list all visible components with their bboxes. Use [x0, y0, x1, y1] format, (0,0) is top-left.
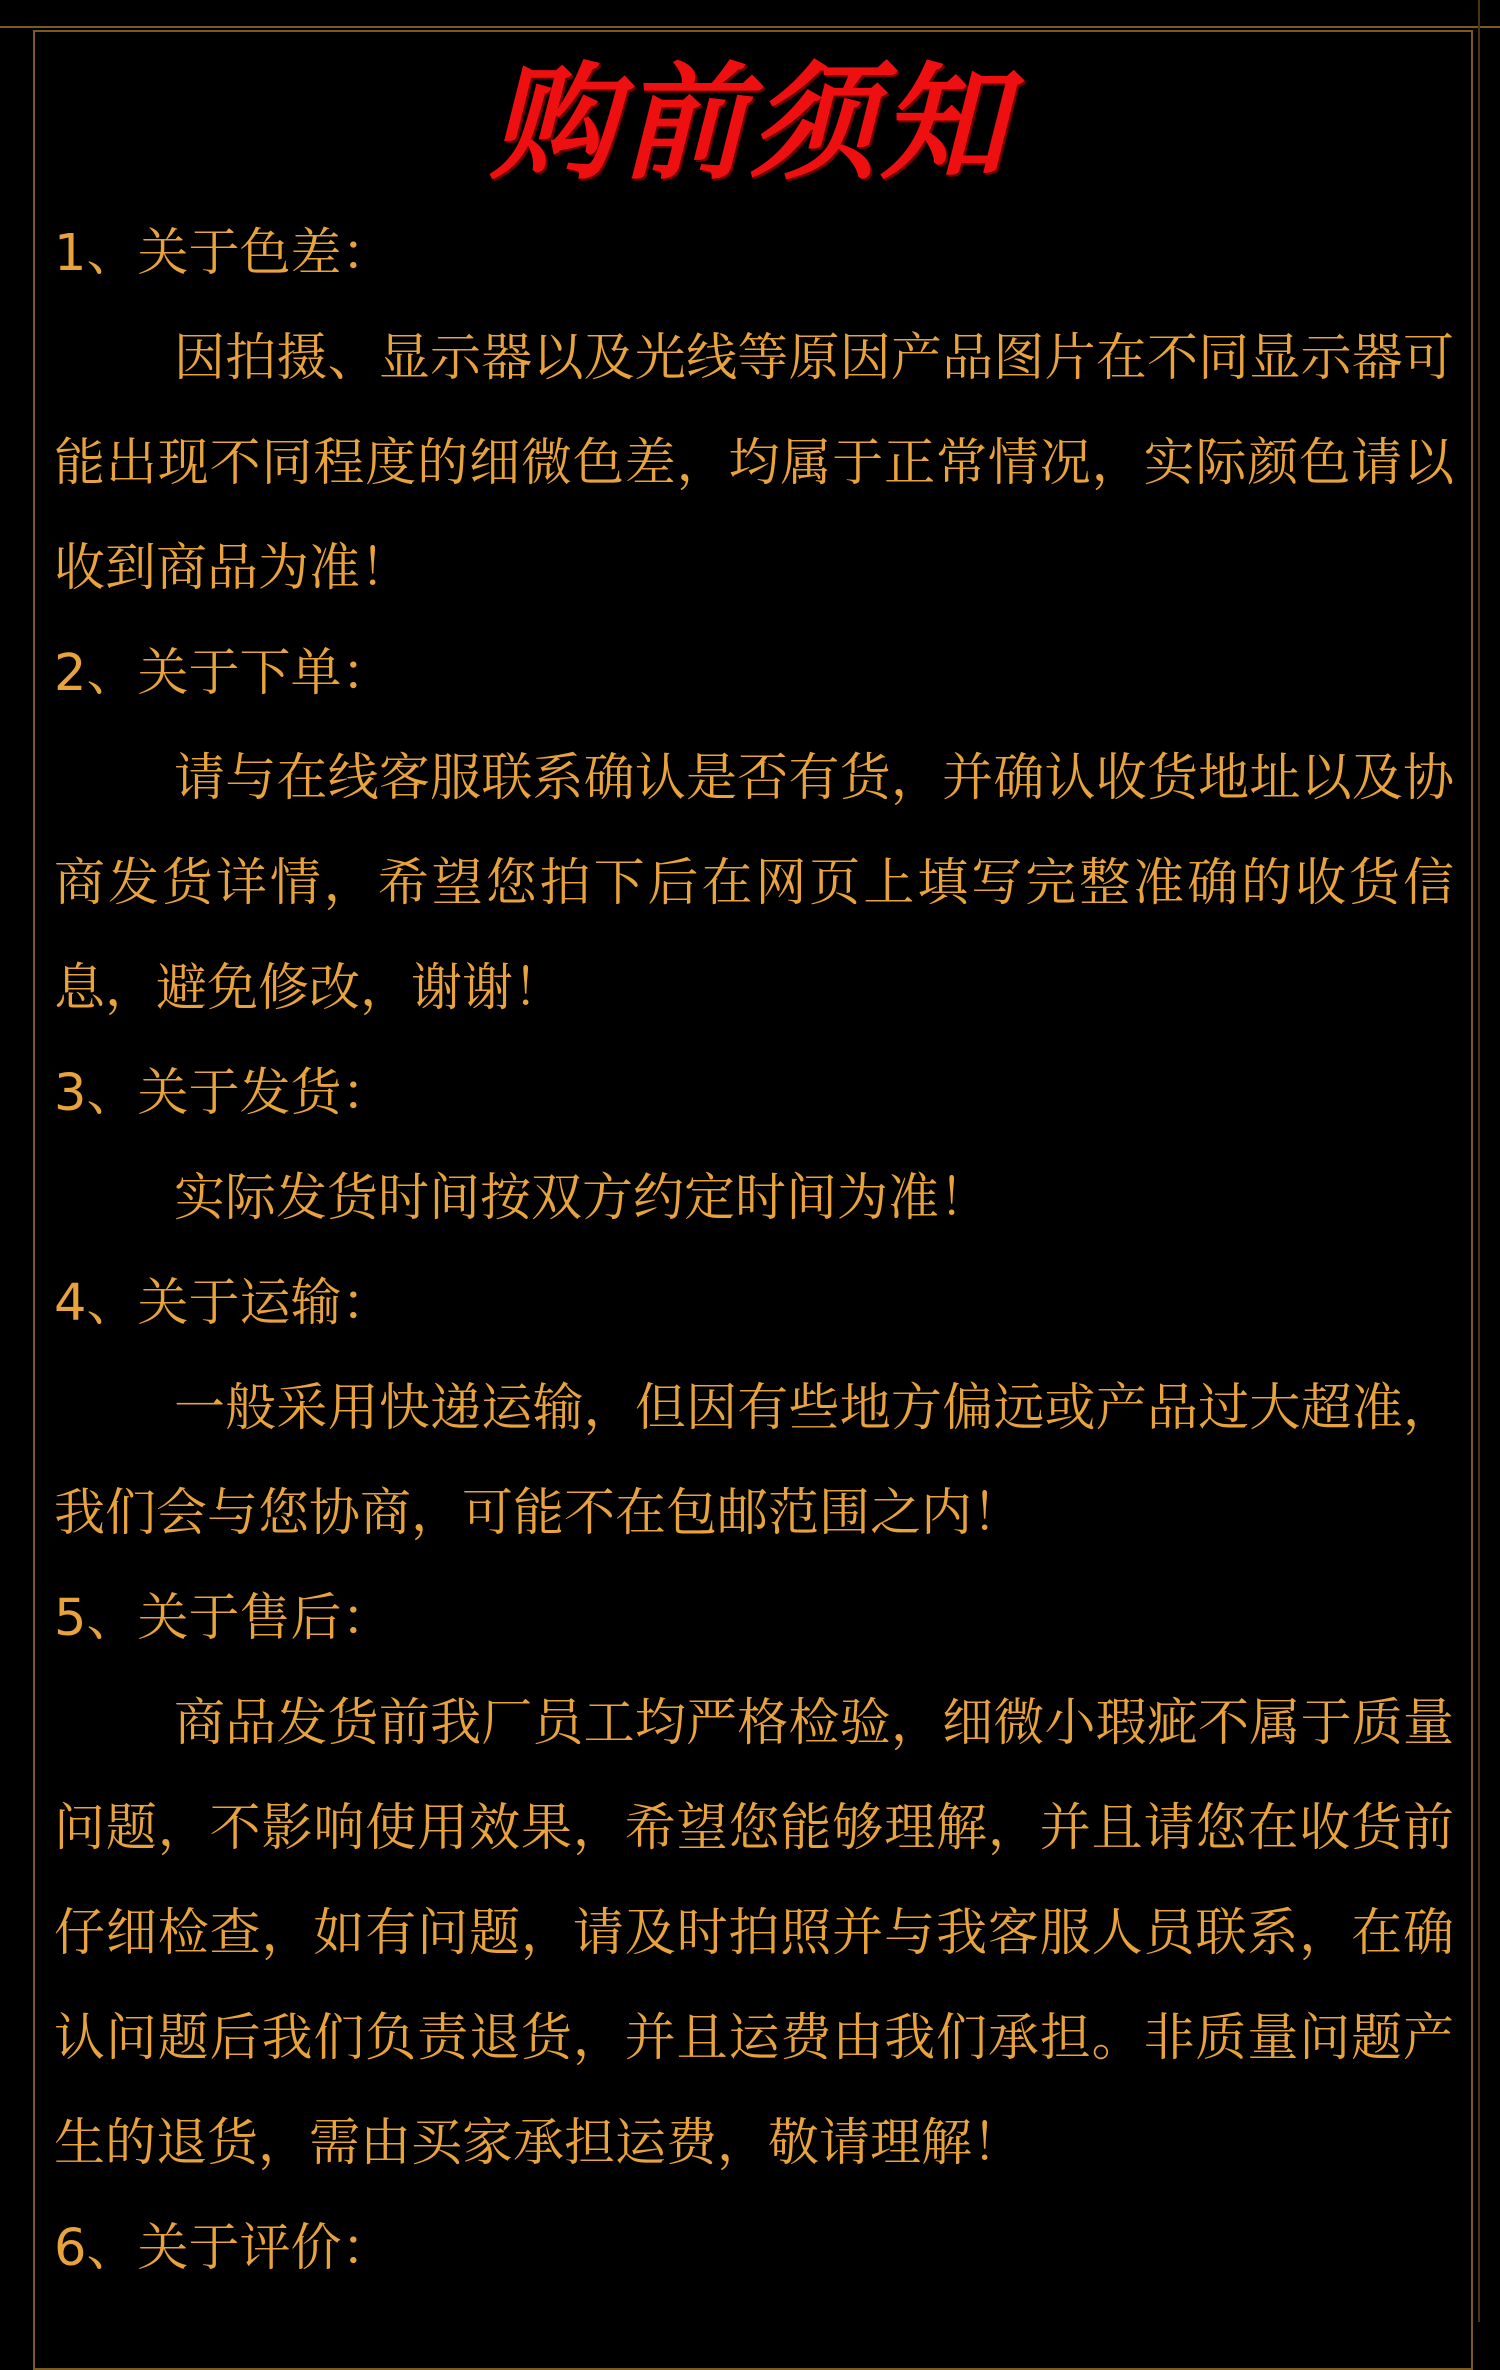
- section-heading-review: 6、关于评价：: [54, 2219, 393, 2278]
- section-heading-aftersale: 5、关于售后：: [54, 1589, 393, 1648]
- section-heading-transport: 4、关于运输：: [54, 1274, 393, 1333]
- section-heading-shipping: 3、关于发货：: [54, 1064, 393, 1123]
- section-body-shipping: 实际发货时间按双方约定时间为准！: [174, 1169, 991, 1228]
- page-title: 购前须知: [490, 49, 1010, 197]
- section-body-transport: 一般采用快递运输，但因有些地方偏远或产品过大超准，我们会与您协商，可能不在包邮范围之内！: [54, 1379, 1454, 1543]
- section-body-order: 请与在线客服联系确认是否有货，并确认收货地址以及协商发货详情，希望您拍下后在网页上填写完整准确的收货信息，避免修改，谢谢！: [54, 749, 1454, 1018]
- section-body-color: 因拍摄、显示器以及光线等原因产品图片在不同显示器可能出现不同程度的细微色差，均属于正常情况，实际颜色请以收到商品为准！: [54, 329, 1454, 598]
- section-heading-order: 2、关于下单：: [54, 644, 393, 703]
- section-heading-color: 1、关于色差：: [54, 224, 393, 283]
- section-body-aftersale: 商品发货前我厂员工均严格检验，细微小瑕疵不属于质量问题，不影响使用效果，希望您能够理解，并且请您在收货前仔细检查，如有问题，请及时拍照并与我客服人员联系，在确认问题后我们负责退货，并且运费由我们承担。非质量问题产生的退货，需由买家承担运费，敬请理解！: [54, 1694, 1454, 2173]
- right-divider: [1478, 0, 1480, 2322]
- top-divider: [0, 26, 1500, 28]
- notice-content: [54, 201, 1454, 2301]
